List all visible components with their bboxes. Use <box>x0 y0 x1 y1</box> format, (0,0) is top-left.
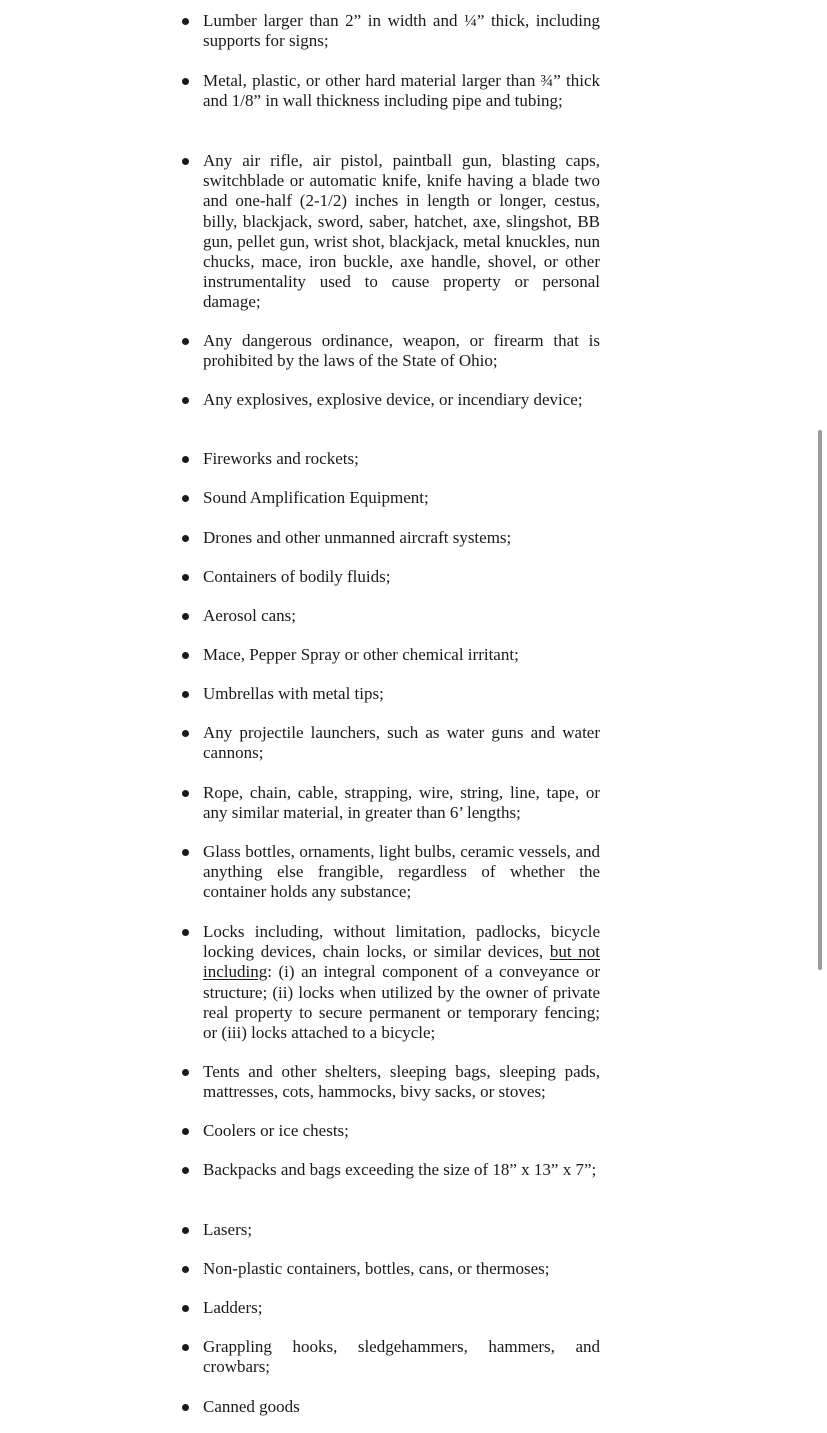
bullet-dot <box>182 730 189 737</box>
list-item-text: Non-plastic containers, bottles, cans, or thermoses; <box>203 1259 550 1278</box>
list-item-text-lead: Locks including, without limitation, padlocks, bicycle locking devices, chain locks, or similar devices, <box>203 922 600 962</box>
list-item-text: Metal, plastic, or other hard material larger than ¾” thick and 1/8” in wall thickness including pipe and tubing; <box>203 71 600 111</box>
list-item-text-tail: : (i) an integral component of a conveyance or structure; (ii) locks when utilized by the owner of private real property to secure permanent or temporary fencing; or (iii) locks attached to a bicycle; <box>203 962 600 1043</box>
list-item-text: Any projectile launchers, such as water guns and water cannons; <box>203 723 600 763</box>
bullet-dot <box>182 397 189 404</box>
list-item-text: Aerosol cans; <box>203 606 297 625</box>
bullet-dot <box>182 574 189 581</box>
list-item-text: Glass bottles, ornaments, light bulbs, ceramic vessels, and anything else frangible, regardless of whether the container holds any substance; <box>203 842 600 902</box>
list-item-text: Any air rifle, air pistol, paintball gun, blasting caps, switchblade or automatic knife, knife having a blade two and one-half (2-1/2) inches in length or longer, cestus, billy, blackjack, sword, saber, hatchet, axe, slingshot, BB gun, pellet gun, wrist shot, blackjack, metal knuckles, nun chucks, mace, iron buckle, axe handle, shovel, or other instrumentality used to cause property or personal damage; <box>203 151 600 312</box>
bullet-dot <box>182 1266 189 1273</box>
list-item-text: Canned goods <box>203 1397 300 1416</box>
list-item-text: Backpacks and bags exceeding the size of 18” x 13” x 7”; <box>203 1160 597 1179</box>
list-item-text: Any explosives, explosive device, or incendiary device; <box>203 390 583 409</box>
list-item-text: Any dangerous ordinance, weapon, or firearm that is prohibited by the laws of the State of Ohio; <box>203 331 600 371</box>
bullet-dot <box>182 652 189 659</box>
list-item-text: Grappling hooks, sledgehammers, hammers, and crowbars; <box>203 1337 600 1377</box>
bullet-dot <box>182 849 189 856</box>
bullet-dot <box>182 691 189 698</box>
vertical-scrollbar[interactable] <box>817 0 823 1433</box>
list-item-text: Rope, chain, cable, strapping, wire, string, line, tape, or any similar material, in greater than 6’ lengths; <box>203 783 600 823</box>
scrollbar-thumb[interactable] <box>818 430 822 970</box>
bullet-dot <box>182 1227 189 1234</box>
bullet-dot <box>182 1344 189 1351</box>
list-item-text: Sound Amplification Equipment; <box>203 488 429 507</box>
list-item-text: Fireworks and rockets; <box>203 449 359 468</box>
list-item-text: Coolers or ice chests; <box>203 1121 349 1140</box>
bullet-dot <box>182 18 189 25</box>
list-item-text: Drones and other unmanned aircraft systems; <box>203 528 512 547</box>
bullet-dot <box>182 1167 189 1174</box>
bullet-dot <box>182 929 189 936</box>
underlined-exception-text: but not including <box>203 942 600 982</box>
bullet-dot <box>182 1128 189 1135</box>
bullet-dot <box>182 1069 189 1076</box>
bullet-dot <box>182 613 189 620</box>
list-item-text: Lasers; <box>203 1220 253 1239</box>
list-item-text: Containers of bodily fluids; <box>203 567 391 586</box>
bullet-dot <box>182 456 189 463</box>
bullet-dot <box>182 158 189 165</box>
bullet-dot <box>182 78 189 85</box>
list-item-text: Mace, Pepper Spray or other chemical irritant; <box>203 645 519 664</box>
list-item-text <box>203 922 600 1043</box>
bullet-dot <box>182 495 189 502</box>
bullet-dot <box>182 535 189 542</box>
bullet-dot <box>182 1305 189 1312</box>
bullet-dot <box>182 790 189 797</box>
list-item-text: Lumber larger than 2” in width and ¼” thick, including supports for signs; <box>203 11 600 51</box>
list-item-text: Tents and other shelters, sleeping bags, sleeping pads, mattresses, cots, hammocks, bivy sacks, or stoves; <box>203 1062 600 1102</box>
bullet-dot <box>182 338 189 345</box>
list-item-text: Ladders; <box>203 1298 263 1317</box>
bullet-dot <box>182 1404 189 1411</box>
list-item-text: Umbrellas with metal tips; <box>203 684 384 703</box>
